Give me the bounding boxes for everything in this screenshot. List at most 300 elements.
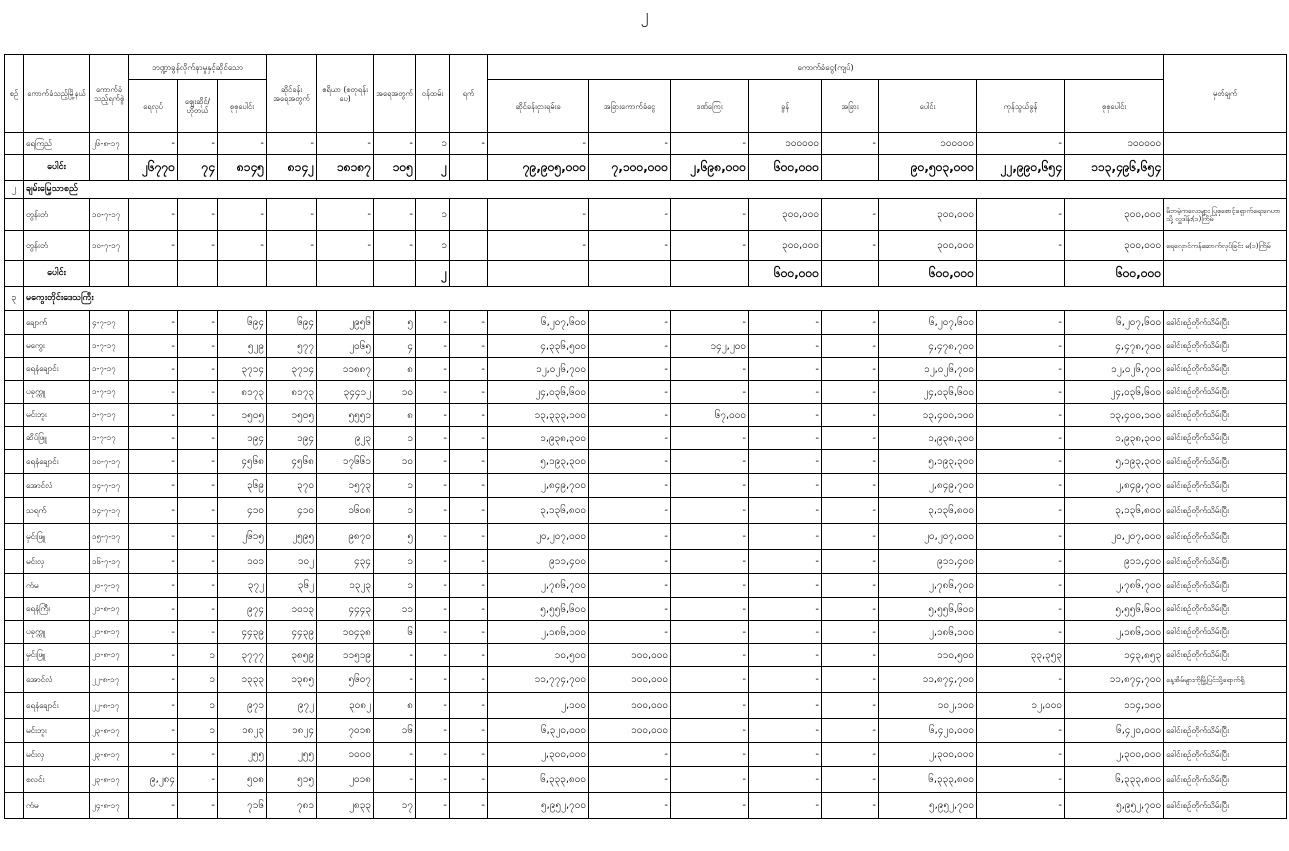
value-cell-a4: ၁၀၀၀၀၀ (749, 133, 822, 155)
township-cell: မင်းဘူး (24, 404, 90, 427)
value-cell-a1: ၇၉,၉၀၅,၀၀၀ (488, 155, 589, 181)
header-sub-1: ရေလုပ် (129, 80, 178, 133)
value-cell-a2: ၁၀၀,၀၀၀ (589, 719, 671, 743)
value-cell-a3: - (671, 311, 749, 335)
value-cell-a7: - (977, 667, 1065, 693)
remark-cell (1164, 133, 1287, 155)
value-cell-c2: - (178, 743, 218, 767)
value-cell-a6: ၂၄,၀၃၆,၆၀၀ (879, 381, 977, 404)
value-cell-c6: ၅ (374, 311, 416, 335)
date-cell: ၁၅-၇-၁၇ (90, 524, 129, 550)
value-cell-c8: - (450, 644, 488, 667)
value-cell-a3: - (671, 474, 749, 498)
header-amt-4: ခွန် (749, 80, 822, 133)
value-cell-c5: ၂၀၆၅ (317, 335, 374, 358)
value-cell-c2: - (178, 404, 218, 427)
row-index (5, 498, 24, 524)
value-cell-c8: - (450, 793, 488, 819)
value-cell-c5: ၁၈၁၈၇ (317, 155, 374, 181)
value-cell-c8: - (450, 404, 488, 427)
value-cell-c3: - (218, 231, 267, 261)
value-cell-a2: ၁၀၀,၀၀၀ (589, 693, 671, 719)
section-title: ချမ်းမြေ့သာစည် (24, 181, 1287, 199)
value-cell-c7: - (416, 550, 450, 574)
page-number: ၂ (640, 5, 649, 24)
value-cell-a5: - (822, 621, 879, 644)
value-cell-a3: - (671, 743, 749, 767)
value-cell-c5: ၇၀၁၈ (317, 719, 374, 743)
value-cell-a5: - (822, 311, 879, 335)
row-index (5, 743, 24, 767)
value-cell-c6: - (374, 644, 416, 667)
value-cell-a6: ၃၀၀,၀၀၀ (879, 199, 977, 231)
value-cell-c3: ၄၁၀ (218, 498, 267, 524)
date-cell: ၁၆-၇-၁၇ (90, 550, 129, 574)
value-cell-c3: ၃၆၉ (218, 474, 267, 498)
value-cell-c6: ၁၆ (374, 719, 416, 743)
value-cell-a7: - (977, 133, 1065, 155)
township-cell: အောင်လံ (24, 667, 90, 693)
value-cell-a1: ၂,၁၈၆,၁၀၀ (488, 621, 589, 644)
value-cell-a3: ၂,၆၉၈,၀၀၀ (671, 155, 749, 181)
remark-cell: ခေါင်းစဉ်တိုက်သိမ်းပြီး (1164, 621, 1287, 644)
value-cell-c1: - (129, 598, 178, 621)
table-row (5, 574, 1287, 598)
township-cell: ကံမ (24, 793, 90, 819)
value-cell-c8: - (450, 427, 488, 450)
value-cell-a7: - (977, 231, 1065, 261)
value-cell-a7: - (977, 743, 1065, 767)
value-cell-c2: - (178, 427, 218, 450)
value-cell-c5: ၃၄၄၁၂ (317, 381, 374, 404)
value-cell-c1: - (129, 524, 178, 550)
value-cell-c2: - (178, 335, 218, 358)
township-cell: မင်းဘူး (24, 719, 90, 743)
value-cell-c5: ၁၁၅၁၉ (317, 644, 374, 667)
value-cell-a3: - (671, 693, 749, 719)
date-cell: ၂၁-၈-၁၇ (90, 644, 129, 667)
value-cell-a4: ၃၀၀,၀၀၀ (749, 231, 822, 261)
value-cell-a2: - (589, 450, 671, 474)
value-cell-a2: - (589, 231, 671, 261)
value-cell-c4 (267, 261, 317, 287)
value-cell-a1: - (488, 199, 589, 231)
row-index (5, 667, 24, 693)
value-cell-a6: ၆,၃၃၃,၈၀၀ (879, 767, 977, 793)
remark-cell: ခေါင်းစဉ်တိုက်သိမ်းပြီး (1164, 381, 1287, 404)
table-row (5, 598, 1287, 621)
value-cell-a4: - (749, 358, 822, 381)
value-cell-a8: ၂,၁၈၆,၁၀၀ (1065, 621, 1164, 644)
value-cell-c4: ၅၇၇ (267, 335, 317, 358)
remark-cell: ခေါင်းစဉ်တိုက်သိမ်းပြီး (1164, 311, 1287, 335)
value-cell-a5: - (822, 644, 879, 667)
value-cell-c1: - (129, 381, 178, 404)
value-cell-a7: - (977, 404, 1065, 427)
value-cell-a4: - (749, 498, 822, 524)
value-cell-a6: ၁၂,၀၂၆,၇၀၀ (879, 358, 977, 381)
value-cell-c1: - (129, 335, 178, 358)
value-cell-c4: - (267, 231, 317, 261)
value-cell-a5: - (822, 598, 879, 621)
value-cell-c6: ၁၁ (374, 598, 416, 621)
table-row (5, 719, 1287, 743)
value-cell-c4: ၃၈၅၉ (267, 644, 317, 667)
township-cell: ချောက် (24, 311, 90, 335)
value-cell-a4: - (749, 524, 822, 550)
header-township: ကောက်ခံသည့်မြို့နယ် (24, 55, 90, 133)
value-cell-a3: ၆၇,၀၀၀ (671, 404, 749, 427)
remark-cell (1164, 693, 1287, 719)
remark-cell: ခေါင်းစဉ်တိုက်သိမ်းပြီး (1164, 574, 1287, 598)
remark-cell: ခေါင်းစဉ်တိုက်သိမ်းပြီး (1164, 644, 1287, 667)
value-cell-c7: - (416, 767, 450, 793)
value-cell-c6: - (374, 743, 416, 767)
value-cell-a5: - (822, 474, 879, 498)
row-index (5, 133, 24, 155)
date-cell: ၂၃-၈-၁၇ (90, 743, 129, 767)
remark-cell: ခေါင်းစဉ်တိုက်သိမ်းပြီး (1164, 767, 1287, 793)
township-cell: မင်းလှ (24, 550, 90, 574)
value-cell-c8: - (450, 358, 488, 381)
township-cell: မှင်းဖြူ (24, 644, 90, 667)
value-cell-c2: - (178, 498, 218, 524)
section-title: မကွေးတိုင်းဒေသကြီး (24, 287, 1287, 311)
value-cell-a6: ၃,၁၃၆,၈၀၀ (879, 498, 977, 524)
value-cell-c8: - (450, 498, 488, 524)
value-cell-a6: ၁,၉၃၈,၃၀၀ (879, 427, 977, 450)
value-cell-c7: - (416, 335, 450, 358)
value-cell-a2: - (589, 311, 671, 335)
remark-cell: ခေါင်းစဉ်တိုက်သိမ်းပြီး (1164, 335, 1287, 358)
value-cell-c7: - (416, 358, 450, 381)
value-cell-c4: ၄၅၆၈ (267, 450, 317, 474)
township-cell: မကွေး (24, 335, 90, 358)
remark-cell: နေ့အိမ်များကိုမြို့ပြင်သို့ရောက်ရှိ (1164, 667, 1287, 693)
value-cell-c5: ၂၈၃၃ (317, 793, 374, 819)
value-cell-a4: - (749, 793, 822, 819)
value-cell-a4: - (749, 767, 822, 793)
value-cell-c8: - (450, 133, 488, 155)
header-count: အရေအတွက် (374, 55, 416, 133)
header-amt-8: စုစုပေါင်း (1065, 80, 1164, 133)
value-cell-a4: - (749, 667, 822, 693)
value-cell-c3: ၁၉၄ (218, 427, 267, 450)
value-cell-a2: - (589, 767, 671, 793)
value-cell-a8: ၉၁၁,၄၀၀ (1065, 550, 1164, 574)
value-cell-a2: ၁၀၀,၀၀၀ (589, 667, 671, 693)
date-cell: ၂၁-၈-၁၇ (90, 621, 129, 644)
value-cell-a6: ၆၀၀,၀၀၀ (879, 261, 977, 287)
remark-cell (1164, 261, 1287, 287)
value-cell-c7: ၁ (416, 231, 450, 261)
township-cell: ပခုက္ကူ (24, 621, 90, 644)
value-cell-c3: ၁၃၃၃ (218, 667, 267, 693)
value-cell-a5: - (822, 335, 879, 358)
value-cell-a5: - (822, 524, 879, 550)
value-cell-a4: - (749, 621, 822, 644)
value-cell-c8: - (450, 743, 488, 767)
value-cell-a3: - (671, 767, 749, 793)
value-cell-c1: - (129, 498, 178, 524)
value-cell-a6: ၂,၈၄၉,၇၀၀ (879, 474, 977, 498)
value-cell-c2: - (178, 358, 218, 381)
value-cell-c6: ၈ (374, 693, 416, 719)
value-cell-a2: - (589, 199, 671, 231)
value-cell-a5: - (822, 550, 879, 574)
value-cell-a6: ၃၀၀,၀၀၀ (879, 231, 977, 261)
value-cell-c5: ၉၈၇၀ (317, 524, 374, 550)
value-cell-a6: ၁၀၀၀၀၀ (879, 133, 977, 155)
value-cell-c4: ၂၅၅ (267, 743, 317, 767)
value-cell-c7: - (416, 574, 450, 598)
remark-cell: ခေါင်းစဉ်တိုက်သိမ်းပြီး (1164, 719, 1287, 743)
header-area: ဧရိယာ (စတုရန်းပေ) (317, 55, 374, 133)
value-cell-c7: ၂ (416, 155, 450, 181)
value-cell-c3: ၁၈၂၃ (218, 719, 267, 743)
row-index (5, 311, 24, 335)
table-row (5, 427, 1287, 450)
date-cell: ၁-၇-၁၇ (90, 404, 129, 427)
value-cell-a3: - (671, 381, 749, 404)
value-cell-a5: - (822, 719, 879, 743)
value-cell-c1: - (129, 358, 178, 381)
header-days: ရက် (450, 55, 488, 133)
date-cell: ၁-၇-၁၇ (90, 381, 129, 404)
township-cell: ပေါင်း (24, 155, 90, 181)
value-cell-c3: ၆၉၄ (218, 311, 267, 335)
value-cell-c5: ၁၆၀၈ (317, 498, 374, 524)
value-cell-a7: - (977, 719, 1065, 743)
value-cell-c7: ၁ (416, 199, 450, 231)
value-cell-a3: - (671, 427, 749, 450)
value-cell-a8: ၃၀၀,၀၀၀ (1065, 231, 1164, 261)
value-cell-a3: - (671, 524, 749, 550)
township-cell: အောင်လံ (24, 474, 90, 498)
value-cell-a5 (822, 155, 879, 181)
value-cell-a5: - (822, 498, 879, 524)
value-cell-a2: - (589, 427, 671, 450)
value-cell-c2: - (178, 574, 218, 598)
value-cell-a6: ၉၁၁,၄၀၀ (879, 550, 977, 574)
value-cell-a7: - (977, 311, 1065, 335)
value-cell-c3: ၉၇၁ (218, 693, 267, 719)
table-row (5, 381, 1287, 404)
value-cell-a8: ၅,၉၅၂,၇၀၀ (1065, 793, 1164, 819)
value-cell-a8: ၁၁,၈၇၄,၇၀၀ (1065, 667, 1164, 693)
value-cell-a1: ၁၃,၃၃၃,၁၀၀ (488, 404, 589, 427)
value-cell-c2: ၁ (178, 667, 218, 693)
value-cell-c4: ၆၉၄ (267, 311, 317, 335)
value-cell-a1: ၅,၁၉၃,၃၀၀ (488, 450, 589, 474)
value-cell-c8: - (450, 667, 488, 693)
value-cell-c6: ၆ (374, 621, 416, 644)
remark-cell: မိဘမဲ့ကလေးများ ပြုစုစောင့်ရှောက်ရေးဂေဟာသို့ လှူဒါန်း(၁)ကြိမ် (1164, 199, 1287, 231)
value-cell-a2: - (589, 550, 671, 574)
value-cell-a1: ၁,၉၃၈,၃၀၀ (488, 427, 589, 450)
value-cell-a4: ၃၀၀,၀၀၀ (749, 199, 822, 231)
value-cell-a1: ၂,၇၈၆,၇၀၀ (488, 574, 589, 598)
value-cell-a3 (671, 261, 749, 287)
township-cell: စလင်း (24, 767, 90, 793)
value-cell-c5 (317, 261, 374, 287)
value-cell-a3: - (671, 667, 749, 693)
value-cell-a8: ၁၃,၄၀၀,၁၀၀ (1065, 404, 1164, 427)
value-cell-a8: ၁၁၄,၁၀၀ (1065, 693, 1164, 719)
table-row (5, 474, 1287, 498)
table-row (5, 311, 1287, 335)
value-cell-c2: ၁ (178, 719, 218, 743)
value-cell-a1: ၅,၉၅၂,၇၀၀ (488, 793, 589, 819)
value-cell-c4: ၃၇၁၄ (267, 358, 317, 381)
value-cell-a3: - (671, 231, 749, 261)
value-cell-c7: - (416, 598, 450, 621)
value-cell-c2: - (178, 550, 218, 574)
value-cell-c2: - (178, 793, 218, 819)
remark-cell: ခေါင်းစဉ်တိုက်သိမ်းပြီး (1164, 450, 1287, 474)
value-cell-c3: ၅၂၉ (218, 335, 267, 358)
table-row (5, 404, 1287, 427)
value-cell-a4: - (749, 719, 822, 743)
value-cell-a1: ၁၀,၅၀၀ (488, 644, 589, 667)
value-cell-a8: ၃,၁၃၆,၈၀၀ (1065, 498, 1164, 524)
value-cell-c3 (218, 261, 267, 287)
row-index (5, 719, 24, 743)
value-cell-a1: ၂,၁၀၀ (488, 693, 589, 719)
value-cell-c4: ၂၅၉၅ (267, 524, 317, 550)
value-cell-c1: - (129, 719, 178, 743)
township-cell: မင်းလှ (24, 743, 90, 767)
township-cell: ရေနံကြီး (24, 598, 90, 621)
value-cell-c7: - (416, 667, 450, 693)
value-cell-c8 (450, 155, 488, 181)
value-cell-a5: - (822, 427, 879, 450)
value-cell-c7: - (416, 404, 450, 427)
value-cell-a2: - (589, 498, 671, 524)
value-cell-a1: ၉၁၁,၄၀၀ (488, 550, 589, 574)
remark-cell: ရေလှောင်ကန်ဆောက်လုပ်ခြင်း မ(၁)ကြိမ် (1164, 231, 1287, 261)
date-cell: ၄-၇-၁၇ (90, 311, 129, 335)
date-cell: ၁၄-၇-၁၇ (90, 498, 129, 524)
value-cell-c1: - (129, 574, 178, 598)
table-row (5, 450, 1287, 474)
table-row (5, 693, 1287, 719)
value-cell-a5: - (822, 358, 879, 381)
table-row (5, 335, 1287, 358)
value-cell-c7: - (416, 719, 450, 743)
value-cell-c2: - (178, 381, 218, 404)
header-sub-2: ဈေးဆိုင်/ဟိုတယ် (178, 80, 218, 133)
value-cell-c6: ၁ (374, 574, 416, 598)
value-cell-c3: ၈၁၇၃ (218, 381, 267, 404)
value-cell-c5: ၁၀၀၀ (317, 743, 374, 767)
value-cell-c2: - (178, 767, 218, 793)
value-cell-c6: ၈ (374, 358, 416, 381)
value-cell-a7: - (977, 199, 1065, 231)
value-cell-c3: ၂၅၅ (218, 743, 267, 767)
value-cell-a4: ၆၀၀,၀၀၀ (749, 261, 822, 287)
date-cell: ၂၀-၇-၁၇ (90, 574, 129, 598)
value-cell-a8: ၂၄,၀၃၆,၆၀၀ (1065, 381, 1164, 404)
value-cell-c4: - (267, 199, 317, 231)
value-cell-c1: - (129, 231, 178, 261)
value-cell-a5: - (822, 667, 879, 693)
value-cell-c8 (450, 231, 488, 261)
value-cell-a4: - (749, 404, 822, 427)
value-cell-a5 (822, 261, 879, 287)
value-cell-c3: ၃၇၂ (218, 574, 267, 598)
value-cell-c8: - (450, 450, 488, 474)
header-amt-2: အခြားကောက်ခံငွေ (589, 80, 671, 133)
value-cell-a5: - (822, 693, 879, 719)
header-date: ကောက်ခံသည့်ရက်စွဲ (90, 55, 129, 133)
value-cell-c7: - (416, 311, 450, 335)
value-cell-a3: - (671, 644, 749, 667)
value-cell-c8: - (450, 719, 488, 743)
remark-cell: ခေါင်းစဉ်တိုက်သိမ်းပြီး (1164, 743, 1287, 767)
value-cell-a2: - (589, 381, 671, 404)
value-cell-c1: - (129, 133, 178, 155)
value-cell-c3: ၈၁၄၅ (218, 155, 267, 181)
row-index (5, 381, 24, 404)
value-cell-c6: ၁၇ (374, 793, 416, 819)
value-cell-c7: - (416, 644, 450, 667)
row-index (5, 474, 24, 498)
value-cell-c7: - (416, 524, 450, 550)
value-cell-a5: - (822, 381, 879, 404)
value-cell-c2: ၁ (178, 693, 218, 719)
value-cell-a8: ၆,၂၀၇,၆၀၀ (1065, 311, 1164, 335)
value-cell-a4: - (749, 381, 822, 404)
value-cell-c2: ၇၄ (178, 155, 218, 181)
value-cell-c7: - (416, 743, 450, 767)
row-index (5, 793, 24, 819)
value-cell-c8: - (450, 693, 488, 719)
value-cell-a2 (589, 261, 671, 287)
value-cell-a6: ၅,၁၉၃,၃၀၀ (879, 450, 977, 474)
value-cell-c7: - (416, 498, 450, 524)
date-cell: ၁-၇-၁၇ (90, 335, 129, 358)
value-cell-c6: - (374, 133, 416, 155)
header-serial: စဉ် (5, 55, 24, 133)
value-cell-a7: - (977, 358, 1065, 381)
value-cell-c1: - (129, 199, 178, 231)
value-cell-c5: - (317, 231, 374, 261)
value-cell-a2: - (589, 598, 671, 621)
township-cell: မှင်းဖြူ (24, 524, 90, 550)
value-cell-a8: ၆,၃၃၃,၈၀၀ (1065, 767, 1164, 793)
remark-cell (1164, 155, 1287, 181)
value-cell-c4: ၁၀၂ (267, 550, 317, 574)
value-cell-a7: ၁၂,၀၀၀ (977, 693, 1065, 719)
value-cell-a3: - (671, 498, 749, 524)
date-cell: ၂၄-၈-၁၇ (90, 793, 129, 819)
header-amount-group: ကောက်ခံငွေ(ကျပ်) (488, 55, 1164, 80)
header-amt-5: အခြား (822, 80, 879, 133)
value-cell-c4: ၉၇၂ (267, 693, 317, 719)
value-cell-a5: - (822, 231, 879, 261)
value-cell-c2: - (178, 133, 218, 155)
value-cell-c1: - (129, 311, 178, 335)
value-cell-a4: - (749, 550, 822, 574)
value-cell-a7: - (977, 381, 1065, 404)
remark-cell: ခေါင်းစဉ်တိုက်သိမ်းပြီး (1164, 598, 1287, 621)
value-cell-c4: ၈၁၇၃ (267, 381, 317, 404)
value-cell-a2: - (589, 743, 671, 767)
value-cell-a3: - (671, 793, 749, 819)
remark-cell: ခေါင်းစဉ်တိုက်သိမ်းပြီး (1164, 358, 1287, 381)
value-cell-c6: ၁၀ (374, 450, 416, 474)
